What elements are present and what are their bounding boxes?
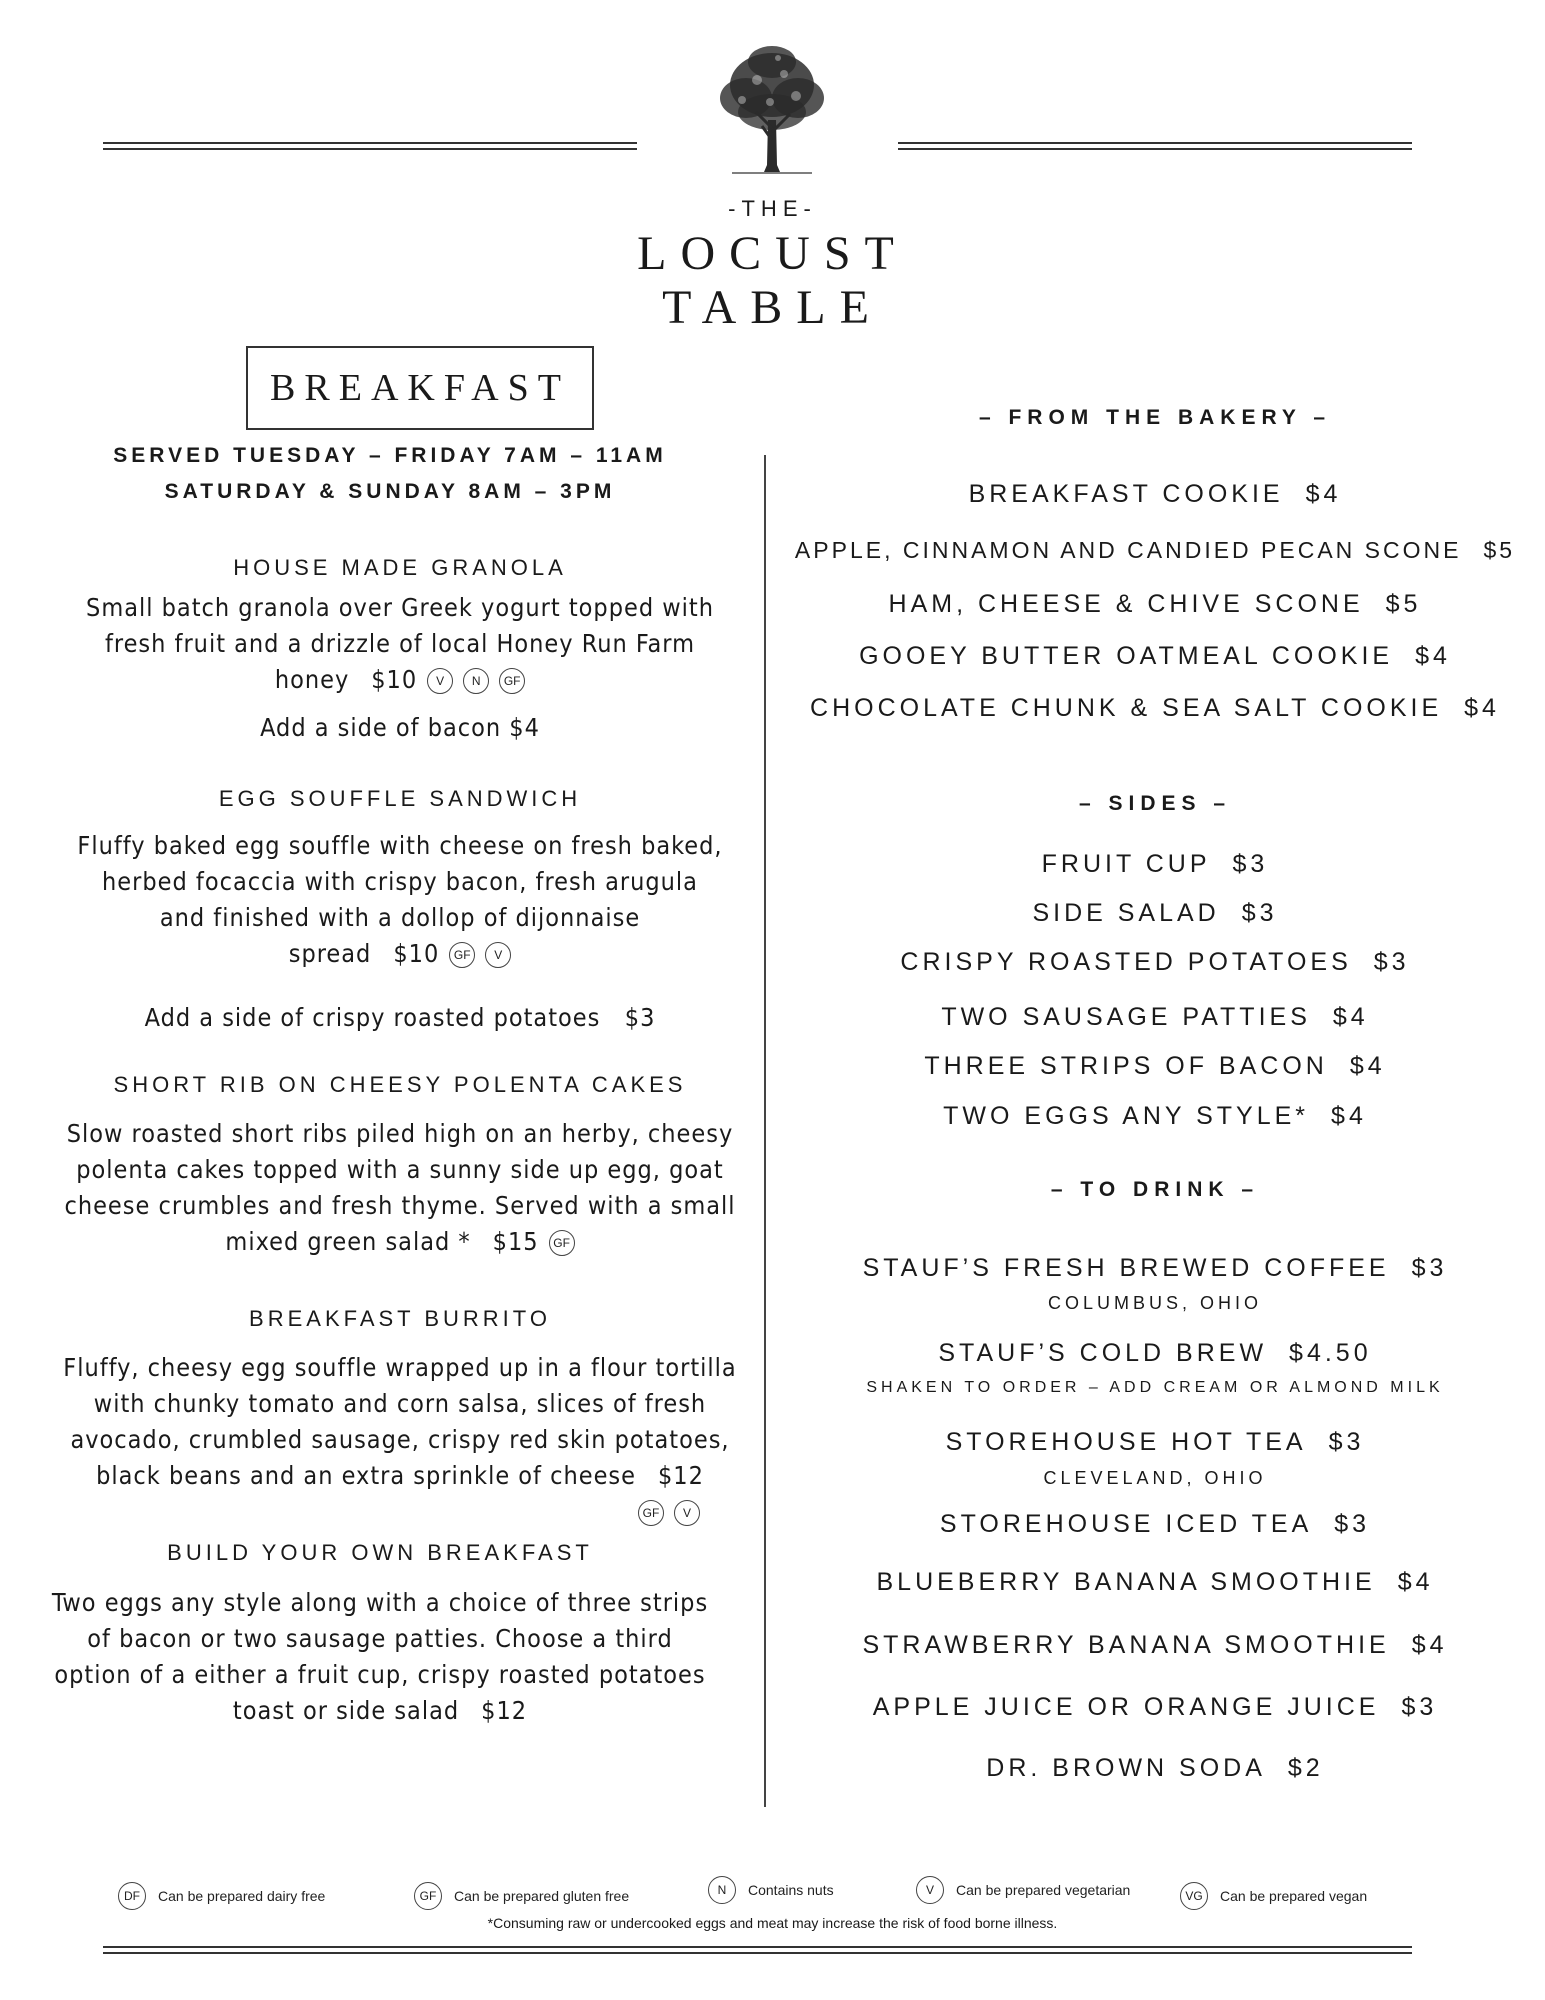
hours-weekday: SERVED TUESDAY – FRIDAY 7AM – 11AM [113, 444, 667, 467]
brand-name-line2: TABLE [662, 281, 883, 334]
vegetarian-icon: V [916, 1876, 944, 1904]
legend-vegetarian: V Can be prepared vegetarian [916, 1876, 1130, 1904]
breakfast-title-box [246, 346, 594, 430]
legend-gluten-free: GF Can be prepared gluten free [414, 1882, 629, 1910]
header-rule-right [898, 142, 1412, 150]
desc-last-line: toast or side salad $12 [232, 1696, 528, 1725]
header-rule-left [103, 142, 637, 150]
vegetarian-icon: V [427, 668, 453, 694]
footer-rule [103, 1946, 1412, 1954]
bakery-item: BREAKFAST COOKIE $4 [968, 480, 1342, 508]
vegetarian-icon: V [674, 1500, 700, 1526]
desc-line: option of a either a fruit cup, crispy roasted potatoes [54, 1660, 706, 1689]
item-title-build-your-own: BUILD YOUR OWN BREAKFAST [167, 1540, 593, 1565]
desc-line: of bacon or two sausage patties. Choose a third [87, 1624, 673, 1653]
dairy-free-icon: DF [118, 1882, 146, 1910]
sides-heading: – SIDES – [1078, 792, 1232, 815]
item-title-short-rib: SHORT RIB ON CHEESY POLENTA CAKES [113, 1072, 687, 1097]
item-title-granola: HOUSE MADE GRANOLA [233, 555, 567, 580]
addon-bacon: Add a side of bacon $4 [260, 713, 540, 742]
bakery-heading: – FROM THE BAKERY – [978, 406, 1332, 429]
desc-line: Two eggs any style along with a choice of three strips [51, 1588, 709, 1617]
side-item: TWO SAUSAGE PATTIES $4 [941, 1003, 1369, 1031]
side-item: SIDE SALAD $3 [1032, 899, 1278, 927]
bakery-item: GOOEY BUTTER OATMEAL COOKIE $4 [859, 642, 1451, 670]
desc-line: Fluffy, cheesy egg souffle wrapped up in a flour tortilla [63, 1353, 737, 1382]
gluten-free-icon: GF [449, 942, 475, 968]
legend-vegan: VG Can be prepared vegan [1180, 1882, 1367, 1910]
desc-line: herbed focaccia with crispy bacon, fresh arugula [102, 867, 698, 896]
item-desc-short-rib [60, 1116, 740, 1260]
drink-item: STOREHOUSE HOT TEA $3 [945, 1428, 1365, 1456]
gluten-free-icon: GF [499, 668, 525, 694]
vegan-icon: VG [1180, 1882, 1208, 1910]
item-desc-granola [60, 590, 740, 698]
item-title-burrito: BREAKFAST BURRITO [249, 1306, 551, 1331]
desc-line: with chunky tomato and corn salsa, slices of fresh [93, 1389, 707, 1418]
nuts-icon: N [463, 668, 489, 694]
drink-origin: CLEVELAND, OHIO [1043, 1468, 1267, 1488]
drinks-heading: – TO DRINK – [1050, 1178, 1260, 1201]
drink-item: STRAWBERRY BANANA SMOOTHIE $4 [862, 1631, 1448, 1659]
desc-line: Small batch granola over Greek yogurt topped with [86, 593, 714, 622]
item-price: $15 [492, 1227, 539, 1256]
legend-dairy-free: DF Can be prepared dairy free [118, 1882, 325, 1910]
desc-line: fresh fruit and a drizzle of local Honey Run Farm [104, 629, 696, 658]
desc-line: Fluffy baked egg souffle with cheese on fresh baked, [77, 831, 723, 860]
desc-last-line: honey $10 V N GF [60, 662, 740, 698]
breakfast-title: BREAKFAST [270, 367, 570, 409]
vegetarian-icon: V [485, 942, 511, 968]
drink-item: BLUEBERRY BANANA SMOOTHIE $4 [876, 1568, 1434, 1596]
drink-origin: COLUMBUS, OHIO [1047, 1293, 1263, 1313]
desc-line: cheese crumbles and fresh thyme. Served with a small [64, 1191, 736, 1220]
desc-last-line: black beans and an extra sprinkle of cheese $12 [96, 1461, 704, 1490]
hours-weekend: SATURDAY & SUNDAY 8AM – 3PM [164, 480, 616, 503]
item-desc-burrito [60, 1350, 740, 1530]
item-desc-egg-souffle [60, 828, 740, 972]
drink-item: APPLE JUICE OR ORANGE JUICE $3 [872, 1693, 1438, 1721]
nuts-icon: N [708, 1876, 736, 1904]
drink-item: STOREHOUSE ICED TEA $3 [939, 1510, 1371, 1538]
gluten-free-icon: GF [549, 1230, 575, 1256]
item-price: $10 [393, 939, 440, 968]
brand-the: -THE- [728, 196, 817, 221]
side-item: TWO EGGS ANY STYLE* $4 [943, 1102, 1367, 1130]
food-safety-footnote: *Consuming raw or undercooked eggs and meat may increase the risk of food borne illness. [487, 1915, 1058, 1931]
drink-item: STAUF’S COLD BREW $4.50 [938, 1339, 1372, 1367]
side-item: FRUIT CUP $3 [1041, 850, 1269, 878]
desc-last-line: mixed green salad * $15 GF [60, 1224, 740, 1260]
desc-line: and finished with a dollop of dijonnaise [159, 903, 641, 932]
drink-item: STAUF’S FRESH BREWED COFFEE $3 [862, 1254, 1448, 1282]
bakery-item: HAM, CHEESE & CHIVE SCONE $5 [888, 590, 1422, 618]
gluten-free-icon: GF [638, 1500, 664, 1526]
column-divider [764, 455, 766, 1807]
bakery-item: CHOCOLATE CHUNK & SEA SALT COOKIE $4 [810, 694, 1500, 722]
item-title-egg-souffle: EGG SOUFFLE SANDWICH [218, 786, 582, 811]
desc-line: Slow roasted short ribs piled high on an herby, cheesy [66, 1119, 734, 1148]
item-price: $12 [657, 1461, 704, 1490]
item-price: $10 [371, 665, 418, 694]
legend-nuts: N Contains nuts [708, 1876, 834, 1904]
drink-note: SHAKEN TO ORDER – ADD CREAM OR ALMOND MILK [866, 1379, 1444, 1396]
brand-name-line1: LOCUST [637, 227, 908, 280]
tree-logo [712, 40, 832, 180]
item-price: $12 [481, 1696, 528, 1725]
side-item: THREE STRIPS OF BACON $4 [924, 1052, 1386, 1080]
drink-item: DR. BROWN SODA $2 [986, 1754, 1324, 1782]
desc-line: avocado, crumbled sausage, crispy red skin potatoes, [70, 1425, 730, 1454]
icons-row [60, 1494, 740, 1530]
gluten-free-icon: GF [414, 1882, 442, 1910]
side-item: CRISPY ROASTED POTATOES $3 [900, 948, 1410, 976]
bakery-item: APPLE, CINNAMON AND CANDIED PECAN SCONE $5 [794, 537, 1516, 563]
desc-last-line: spread $10 GF V [60, 936, 740, 972]
desc-line: polenta cakes topped with a sunny side up egg, goat [76, 1155, 724, 1184]
addon-potatoes: Add a side of crispy roasted potatoes $3 [144, 1003, 656, 1032]
item-desc-build-your-own [40, 1585, 720, 1729]
